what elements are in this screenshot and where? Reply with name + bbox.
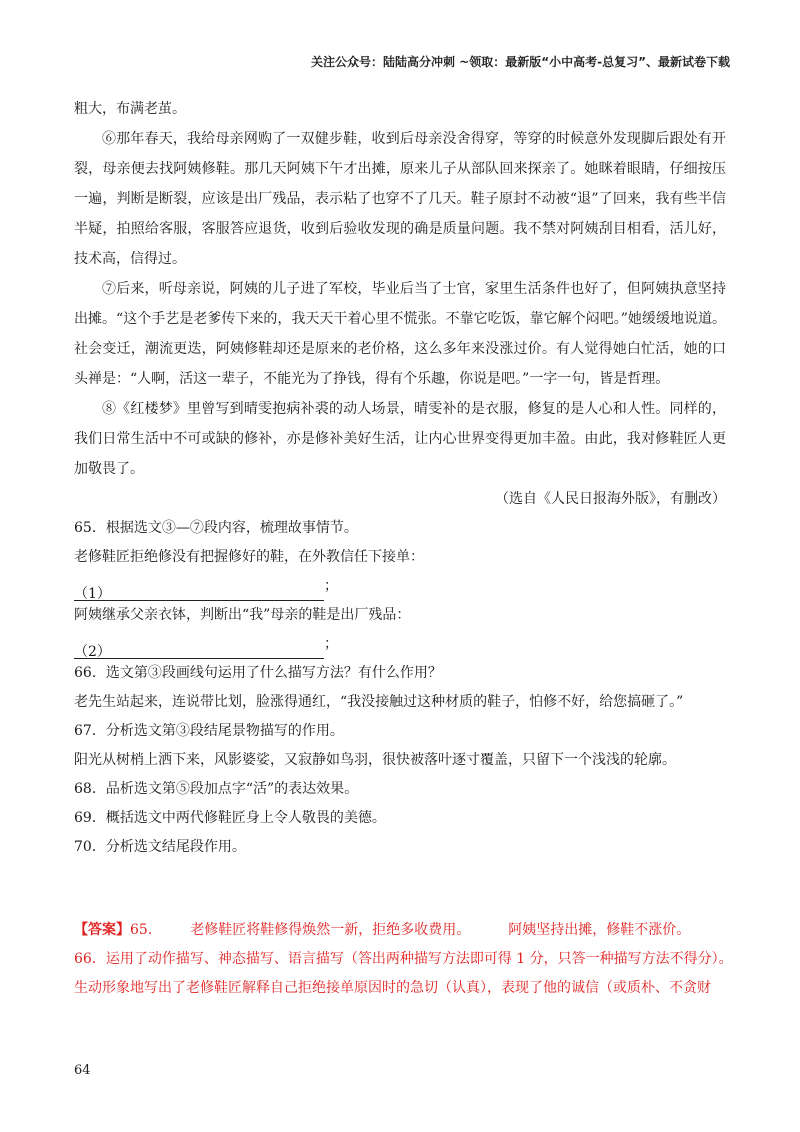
answer-65-part-1: 老修鞋匠将鞋修得焕然一新，拒绝多收费用。 xyxy=(190,922,471,938)
passage-paragraph-5-tail: 粗大，布满老茧。 xyxy=(74,101,186,117)
answer-tag: 【答案】 xyxy=(74,922,130,938)
question-65-line-2: 阿姨继承父亲衣钵，判断出“我”母亲的鞋是出厂残品： xyxy=(74,607,411,623)
passage-paragraph-7: ⑦后来，听母亲说，阿姨的儿子进了军校，毕业后当了士官，家里生活条件也好了，但阿姨执意坚持出摊。“这个手艺是老爹传下来的，我天天干着心里不慌张。不靠它吃饭，靠它解个闷吧。”她缓缓地说道。社会变迁，潮流更迭，阿姨修鞋却还是原来的老价格，这么多年来没涨过价。有人觉得她白忙活，她的口头禅是：“人啊，活这一辈子，不能光为了挣钱，得有个乐趣，你说是吧。”一字一句，皆是哲理。 xyxy=(74,281,726,387)
question-68: 68．品析选文第⑤段加点字“活”的表达效果。 xyxy=(74,781,359,797)
answer-65 xyxy=(74,916,734,945)
blank-line-2[interactable] xyxy=(74,638,324,659)
question-70: 70．分析选文结尾段作用。 xyxy=(74,839,246,855)
main-content xyxy=(74,94,726,862)
question-65: 65．根据选文③—⑦段内容，梳理故事情节。 xyxy=(74,520,358,536)
question-67: 67．分析选文第③段结尾景物描写的作用。 xyxy=(74,723,344,739)
page-header: 关注公众号：陆陆高分冲刺 ~领取：最新版“小中高考-总复习”、最新试卷下载 xyxy=(311,55,730,69)
question-66: 66．选文第③段画线句运用了什么描写方法？有什么作用？ xyxy=(74,665,442,681)
passage-source: （选自《人民日报海外版》，有删改） xyxy=(495,491,726,507)
blank-1-number: （1） xyxy=(74,586,111,602)
answer-65-number: 65. xyxy=(130,922,153,938)
answer-65-part-2: 阿姨坚持出摊，修鞋不涨价。 xyxy=(508,922,691,938)
answer-section xyxy=(74,916,734,1003)
question-66-quote: 老先生站起来，连说带比划，脸涨得通红，“我没接触过这种材质的鞋子，怕修不好，给您搞砸了。” xyxy=(74,694,684,710)
passage-paragraph-8: ⑧《红楼梦》里曾写到晴雯抱病补裘的动人场景，晴雯补的是衣服，修复的是人心和人性。同样的，我们日常生活中不可或缺的修补，亦是修补美好生活，让内心世界变得更加丰盈。由此，我对修鞋匠人更加敬畏了。 xyxy=(74,401,726,477)
answer-blank-1[interactable] xyxy=(74,572,726,601)
question-65-line-1: 老修鞋匠拒绝修没有把握修好的鞋，在外教信任下接单： xyxy=(74,549,424,565)
page-number: 64 xyxy=(74,1063,91,1078)
blank-2-number: （2） xyxy=(74,644,111,660)
question-69: 69．概括选文中两代修鞋匠身上令人敬畏的美德。 xyxy=(74,810,386,826)
passage-paragraph-6: ⑥那年春天，我给母亲网购了一双健步鞋，收到后母亲没舍得穿，等穿的时候意外发现脚后跟处有开裂，母亲便去找阿姨修鞋。那几天阿姨下午才出摊，原来儿子从部队回来探亲了。她眯着眼睛，仔细按压一遍，判断是断裂，应该是出厂残品，表示粘了也穿不了几天。鞋子原封不动被“退”了回来，我有些半信半疑，拍照给客服，客服答应退货，收到后验收发现的确是质量问题。我不禁对阿姨刮目相看，活儿好，技术高，信得过。 xyxy=(74,131,726,267)
answer-66-line-1: 66．运用了动作描写、神态描写、语言描写（答出两种描写方法即可得 1 分，只答一种描写方法不得分）。 xyxy=(74,951,733,967)
blank-2-semicolon: ； xyxy=(324,636,338,652)
answer-66-line-2: 生动形象地写出了老修鞋匠解释自己拒绝接单原因时的急切（认真），表现了他的诚信（或质朴、不贪财 xyxy=(74,980,711,996)
blank-1-semicolon: ； xyxy=(324,578,338,594)
blank-line-1[interactable] xyxy=(74,580,324,601)
answer-blank-2[interactable] xyxy=(74,630,726,659)
question-67-quote: 阳光从树梢上洒下来，风影婆娑，又寂静如鸟羽，很快被落叶逐寸覆盖，只留下一个浅浅的轮廓。 xyxy=(74,752,676,768)
